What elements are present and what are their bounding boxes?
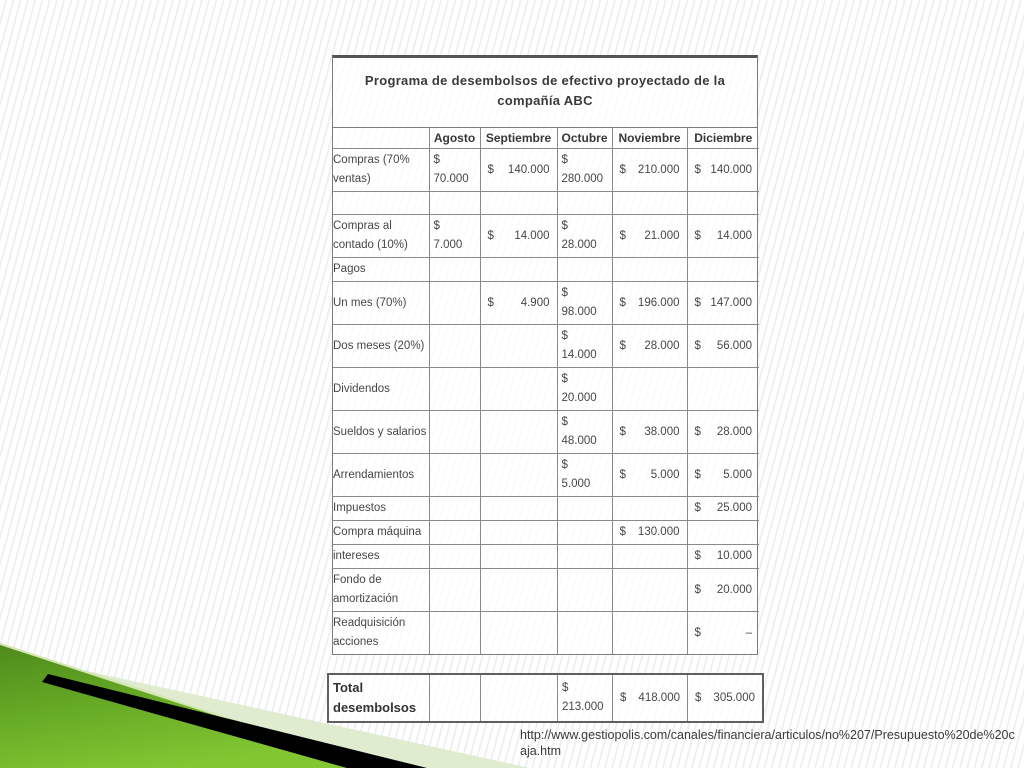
value-cell (612, 612, 687, 655)
value-cell (687, 545, 759, 569)
currency-symbol: $ (695, 691, 702, 704)
value-cell (480, 521, 557, 545)
currency-symbol: $ (694, 502, 701, 514)
value-cell (612, 215, 687, 258)
amount: 70.000 (433, 173, 469, 185)
amount: 21.000 (644, 229, 680, 242)
row-label: Arrendamientos (333, 454, 429, 497)
value-cell (429, 325, 480, 368)
column-header-noviembre: Noviembre (612, 128, 687, 149)
amount: 10.000 (716, 550, 752, 562)
value-cell (687, 454, 759, 497)
table-row (333, 282, 759, 325)
value-cell (480, 215, 557, 258)
value-cell (557, 192, 612, 215)
currency-symbol: $ (433, 154, 440, 166)
table-row (333, 521, 759, 545)
value-cell (557, 258, 612, 282)
cash-disbursement-table (332, 55, 758, 655)
value-cell (687, 192, 759, 215)
value-cell (480, 454, 557, 497)
currency-symbol: $ (694, 339, 701, 352)
currency-symbol: $ (619, 425, 626, 438)
amount: 56.000 (716, 339, 752, 352)
amount: 210.000 (637, 163, 680, 176)
value-cell (687, 612, 759, 655)
source-url: http://www.gestiopolis.com/canales/financiera/articulos/no%207/Presupuesto%20de%20caja.htm (520, 728, 1015, 758)
amount: 98.000 (561, 306, 597, 318)
slide-corner-decoration (0, 638, 560, 768)
value-cell (480, 192, 557, 215)
column-header-diciembre: Diciembre (687, 128, 759, 149)
value-cell (612, 192, 687, 215)
amount: 14.000 (514, 229, 550, 242)
row-label: Sueldos y salarios (333, 411, 429, 454)
value-cell (557, 569, 612, 612)
row-label: Un mes (70%) (333, 282, 429, 325)
value-cell (557, 675, 612, 721)
value-cell (557, 215, 612, 258)
currency-symbol: $ (694, 296, 701, 309)
table-row (333, 411, 759, 454)
value-cell (480, 497, 557, 521)
amount: 280.000 (561, 173, 604, 185)
value-cell (480, 368, 557, 411)
amount: 38.000 (644, 425, 680, 438)
value-cell (557, 411, 612, 454)
currency-symbol: $ (487, 163, 494, 176)
value-cell (612, 521, 687, 545)
value-cell (612, 675, 687, 721)
value-cell (429, 192, 480, 215)
amount: 48.000 (561, 435, 597, 447)
currency-symbol: $ (619, 163, 626, 176)
value-cell (429, 282, 480, 325)
table-row (333, 258, 759, 282)
value-cell (429, 569, 480, 612)
currency-symbol: $ (619, 229, 626, 242)
amount: 7.000 (433, 239, 463, 251)
currency-symbol: $ (561, 373, 568, 385)
value-cell (557, 368, 612, 411)
amount: 20.000 (561, 392, 597, 404)
value-cell (557, 325, 612, 368)
value-cell (480, 149, 557, 192)
value-cell (687, 521, 759, 545)
value-cell (429, 545, 480, 569)
amount: 213.000 (562, 701, 604, 713)
amount: 140.000 (507, 163, 550, 176)
row-label: Impuestos (333, 497, 429, 521)
value-cell (612, 545, 687, 569)
row-label: Compra máquina (333, 521, 429, 545)
table-row (333, 497, 759, 521)
currency-symbol: $ (433, 220, 440, 232)
value-cell (557, 521, 612, 545)
value-cell (429, 411, 480, 454)
table-row (333, 325, 759, 368)
column-header-agosto: Agosto (429, 128, 480, 149)
amount: 147.000 (710, 296, 752, 309)
total-label: Total desembolsos (333, 680, 417, 715)
amount: – (745, 626, 752, 639)
row-label: Pagos (333, 258, 429, 282)
value-cell (612, 325, 687, 368)
value-cell (612, 258, 687, 282)
currency-symbol: $ (694, 550, 701, 562)
amount: 196.000 (637, 296, 680, 309)
amount: 140.000 (710, 163, 752, 176)
column-header-empty (333, 128, 429, 149)
row-label: Dividendos (333, 368, 429, 411)
value-cell (480, 282, 557, 325)
value-cell (429, 215, 480, 258)
column-header-octubre: Octubre (557, 128, 612, 149)
currency-symbol: $ (694, 468, 701, 481)
currency-symbol: $ (619, 296, 626, 309)
currency-symbol: $ (619, 468, 626, 481)
value-cell (429, 521, 480, 545)
value-cell (557, 149, 612, 192)
value-cell (480, 545, 557, 569)
amount: 25.000 (716, 502, 752, 514)
value-cell (429, 149, 480, 192)
table-title: Programa de desembolsos de efectivo proyectado de la compañía ABC (333, 58, 757, 128)
table-grid (333, 128, 759, 654)
value-cell (687, 675, 762, 721)
amount: 305.000 (713, 691, 755, 704)
row-label: intereses (333, 545, 429, 569)
value-cell (557, 612, 612, 655)
value-cell (612, 497, 687, 521)
currency-symbol: $ (620, 691, 627, 704)
currency-symbol: $ (619, 526, 626, 538)
value-cell (612, 282, 687, 325)
table-body (333, 149, 759, 655)
table-row (333, 454, 759, 497)
value-cell (612, 454, 687, 497)
currency-symbol: $ (562, 682, 569, 694)
currency-symbol: $ (487, 296, 494, 309)
value-cell (480, 325, 557, 368)
currency-symbol: $ (487, 229, 494, 242)
value-cell (480, 258, 557, 282)
column-header-septiembre: Septiembre (480, 128, 557, 149)
table-row (333, 569, 759, 612)
value-cell (687, 325, 759, 368)
amount: 28.000 (644, 339, 680, 352)
row-label: Compras (70% ventas) (333, 149, 429, 192)
value-cell (687, 282, 759, 325)
value-cell (687, 368, 759, 411)
currency-symbol: $ (561, 287, 568, 299)
value-cell (687, 569, 759, 612)
row-label: Compras al contado (10%) (333, 215, 429, 258)
value-cell (429, 258, 480, 282)
currency-symbol: $ (561, 154, 568, 166)
value-cell (687, 411, 759, 454)
amount: 5.000 (650, 468, 680, 481)
value-cell (557, 545, 612, 569)
value-cell (612, 149, 687, 192)
value-cell (687, 497, 759, 521)
value-cell (557, 454, 612, 497)
table-row (333, 149, 759, 192)
amount: 28.000 (561, 239, 597, 251)
amount: 28.000 (716, 425, 752, 438)
table-row (333, 192, 759, 215)
currency-symbol: $ (561, 459, 568, 471)
value-cell (687, 215, 759, 258)
row-label: Fondo de amortización (333, 569, 429, 612)
value-cell (429, 368, 480, 411)
value-cell (612, 368, 687, 411)
currency-symbol: $ (694, 163, 701, 176)
amount: 5.000 (561, 478, 591, 490)
currency-symbol: $ (694, 626, 701, 639)
currency-symbol: $ (561, 416, 568, 428)
value-cell (612, 569, 687, 612)
value-cell (557, 282, 612, 325)
currency-symbol: $ (561, 330, 568, 342)
value-cell (480, 411, 557, 454)
amount: 130.000 (637, 526, 680, 538)
currency-symbol: $ (694, 583, 701, 596)
amount: 20.000 (716, 583, 752, 596)
currency-symbol: $ (694, 229, 701, 242)
currency-symbol: $ (619, 339, 626, 352)
table-row (333, 368, 759, 411)
amount: 5.000 (723, 468, 752, 481)
amount: 14.000 (561, 349, 597, 361)
amount: 418.000 (638, 691, 680, 704)
value-cell (480, 569, 557, 612)
value-cell (687, 258, 759, 282)
row-label: Dos meses (20%) (333, 325, 429, 368)
amount: 14.000 (716, 229, 752, 242)
table-row (333, 215, 759, 258)
row-label: Readquisición acciones (333, 612, 429, 655)
value-cell (429, 454, 480, 497)
value-cell (429, 497, 480, 521)
table-header-row (333, 128, 759, 149)
value-cell (557, 497, 612, 521)
currency-symbol: $ (561, 220, 568, 232)
value-cell (687, 149, 759, 192)
amount: 4.900 (520, 296, 550, 309)
currency-symbol: $ (694, 425, 701, 438)
row-label (333, 192, 429, 215)
table-row (333, 545, 759, 569)
value-cell (612, 411, 687, 454)
